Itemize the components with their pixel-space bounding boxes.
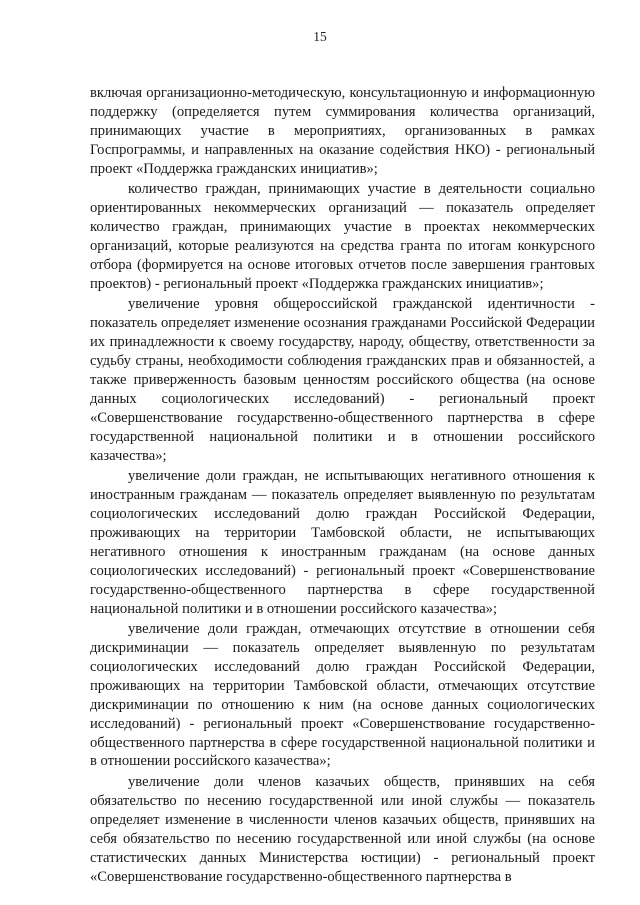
paragraph: увеличение уровня общероссийской гражданской идентичности - показатель определяет изменение осознания гражданами Российской Федерации их принадлежности к своему государству, народу, обществу, ответственности за судьбу страны, необходимости соблюдения гражданских прав и обязанностей, а также приверженность базовым ценностям российского общества (на основе данных социологических исследований) - региональный проект «Совершенствование государственно-общественного партнерства в сфере государственной национальной политики и в отношении российского казачества»; [90,296,595,464]
paragraph: включая организационно-методическую, консультационную и информационную поддержку (определяется путем суммирования количества организаций, принимающих участие в мероприятиях, организованных в рамках Госпрограммы, и направленных на оказание содействия НКО) - региональный проект «Поддержка гражданских инициатив»; [90,85,595,177]
paragraph: количество граждан, принимающих участие в деятельности социально ориентированных некоммерческих организаций — показатель определяет количество граждан, принимающих участие в проектах некоммерческих организаций, которые реализуются на средства гранта по итогам конкурсного отбора (формируется на основе итоговых отчетов после завершения грантовых проектов) - региональный проект «Поддержка гражданских инициатив»; [90,181,595,292]
document-body [90,84,595,887]
page-number: 15 [313,29,327,44]
paragraph: увеличение доли граждан, не испытывающих негативного отношения к иностранным гражданам — показатель определяет выявленную по результатам социологических исследований долю граждан Российской Федерации, проживающих на территории Тамбовской области, не испытывающих негативного отношения к иностранным гражданам (на основе данных социологических исследований) - региональный проект «Совершенствование государственно-общественного партнерства в сфере государственной национальной политики и в отношении российского казачества»; [90,468,595,617]
paragraph: увеличение доли граждан, отмечающих отсутствие в отношении себя дискриминации — показатель определяет выявленную по результатам социологических исследований долю граждан Российской Федерации, проживающих на территории Тамбовской области, отмечающих отсутствие дискриминации по отношению к ним (на основе данных социологических исследований) - региональный проект «Совершенствование государственно-общественного партнерства в сфере государственной национальной политики и в отношении российского казачества»; [90,621,595,770]
paragraph: увеличение доли членов казачьих обществ, принявших на себя обязательство по несению государственной или иной службы — показатель определяет изменение в численности членов казачьих обществ, принявших на себя обязательство по несению государственной или иной службы (на основе статистических данных Министерства юстиции) - региональный проект «Совершенствование государственно-общественного партнерства в [90,774,595,885]
